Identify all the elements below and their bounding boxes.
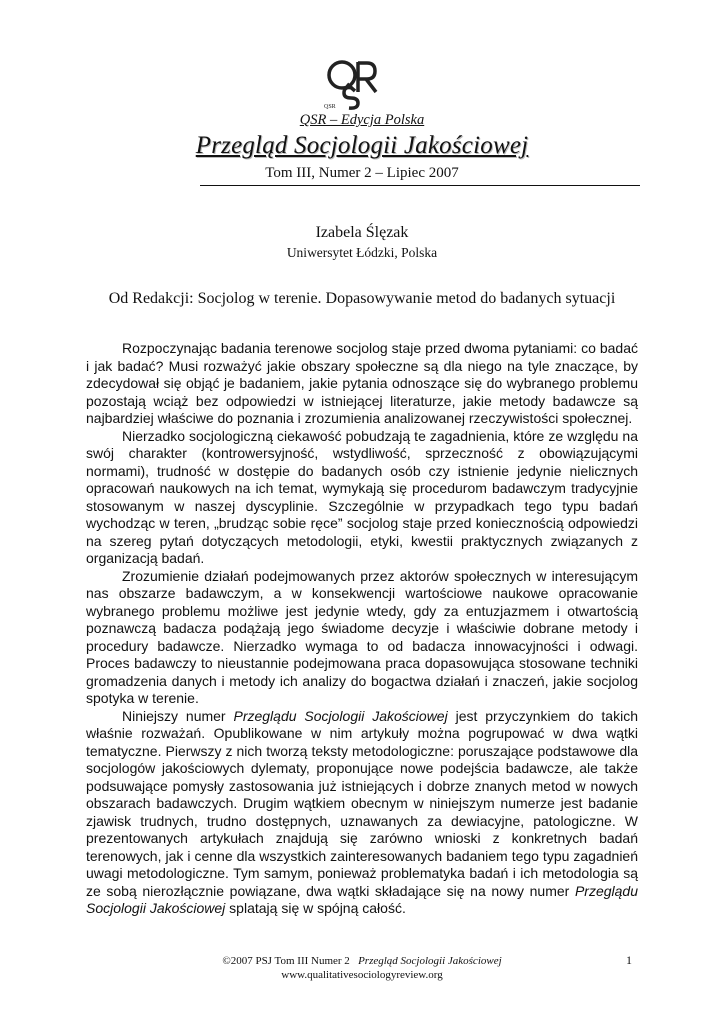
qsr-logo <box>322 58 378 110</box>
author-name: Izabela Ślęzak <box>315 224 409 241</box>
journal-title: Przegląd Socjologii Jakościowej <box>195 132 529 159</box>
paragraph-text: Zrozumienie działań podejmowanych przez aktorów społecznych w interesującym nas obszarze badawczym, a w konsekwencji wartościowe naukowe opracowanie wybranego problemu możliwe jest jedynie wtedy, gdy za entuzjazmem i otwartością poznawczą badacza podążają jego świadome decyzje i właściwie dobrane metody i procedury badawcze. Nierzadko wymaga to od badacza innowacyjności i odwagi. Proces badawczy to nieustannie podejmowana praca dopasowująca stosowane techniki gromadzenia danych i metody ich analizy do bogactwa działań i znaczeń, jakie socjolog spotyka w terenie. <box>86 567 638 706</box>
paragraph-text: jest przyczynkiem do takich właśnie rozważań. Opublikowane w nim artykuły można pogrupować w dwa wątki tematyczne. Pierwszy z nich tworzą teksty metodologiczne: poruszające podstawowe dla socjologów jakościowych dylematy, proponujące nowe podejścia badawcze, ale także podsuwające pomysły zastosowania już istniejących i dobrze znanych metod w nowych obszarach badawczych. Drugim wątkiem obecnym w niniejszym numerze jest badanie zjawisk trudnych, trudno dostępnych, uznawanych za dewiacyjne, patologiczne. W prezentowanych artykułach znajdują się zarówno wnioski z konkretnych badań terenowych, jak i cenne dla wszystkich zainteresowanych badaniem tego typu zagadnień uwagi metodologiczne. Tym samym, ponieważ problematyka badań i ich metodologia są ze sobą nierozłącznie powiązane, dwa wątki składające się na nowy numer <box>86 707 638 899</box>
journal-subtitle: QSR – Edycja Polska <box>299 112 425 128</box>
paragraph <box>86 340 638 428</box>
journal-name-italic: Przeglądu Socjologii Jakościowej <box>233 707 448 724</box>
author-affiliation: Uniwersytet Łódzki, Polska <box>286 245 438 260</box>
journal-name-italic: Przeglądu Socjologii Jakościowej <box>86 882 638 916</box>
paragraph-text: Nierzadko socjologiczną ciekawość pobudzają te zagadnienia, które ze względu na swój charakter (kontrowersyjność, wstydliwość, sprzeczność z obowiązującymi normami), trudność w dostępie do badanych osób czy istnienie jedynie nielicznych opracowań naukowych na ich temat, wymykają się procedurom badawczym tradycyjnie stosowanym w naszej dyscyplinie. Szczególnie w przypadkach tego typu badań wychodząc w teren, „brudząc sobie ręce” socjolog staje przed koniecznością odpowiedzi na szereg pytań dotyczących metodologii, etyki, kwestii praktycznych związanych z organizacją badań. <box>86 427 638 566</box>
page-footer <box>0 954 724 982</box>
footer-url: www.qualitativesociologyreview.org <box>281 969 443 981</box>
footer-journal: Przegląd Socjologii Jakościowej <box>358 955 502 967</box>
paragraph <box>86 708 638 918</box>
footer-copyright: ©2007 PSJ Tom III Numer 2 <box>222 955 350 967</box>
header-divider <box>200 185 640 186</box>
paragraph <box>86 428 638 568</box>
article-title: Od Redakcji: Socjolog w terenie. Dopasowywanie metod do badanych sytuacji <box>108 290 616 307</box>
svg-text:QSR: QSR <box>324 104 336 110</box>
page-number: 1 <box>626 953 632 967</box>
footer-line <box>0 954 724 968</box>
paragraph <box>86 568 638 708</box>
issue-info: Tom III, Numer 2 – Lipiec 2007 <box>265 165 459 181</box>
paragraph-text: Niniejszy numer <box>122 707 234 724</box>
paragraph-text: splatają się w spójną całość. <box>225 900 406 916</box>
paragraph-text: Rozpoczynając badania terenowe socjolog staje przed dwoma pytaniami: co badać i jak badać? Musi rozważyć jakie obszary społeczne są dla niego na tyle znaczące, by zdecydował się objąć je badaniem, jakie pytania odnoszące się do wybranego problemu pozostają wciąż bez odpowiedzi w istniejącej literaturze, jakie metody badawcze są najbardziej właściwe do poznania i zrozumienia analizowanej rzeczywistości społecznej. <box>86 340 638 426</box>
article-body <box>86 340 638 918</box>
